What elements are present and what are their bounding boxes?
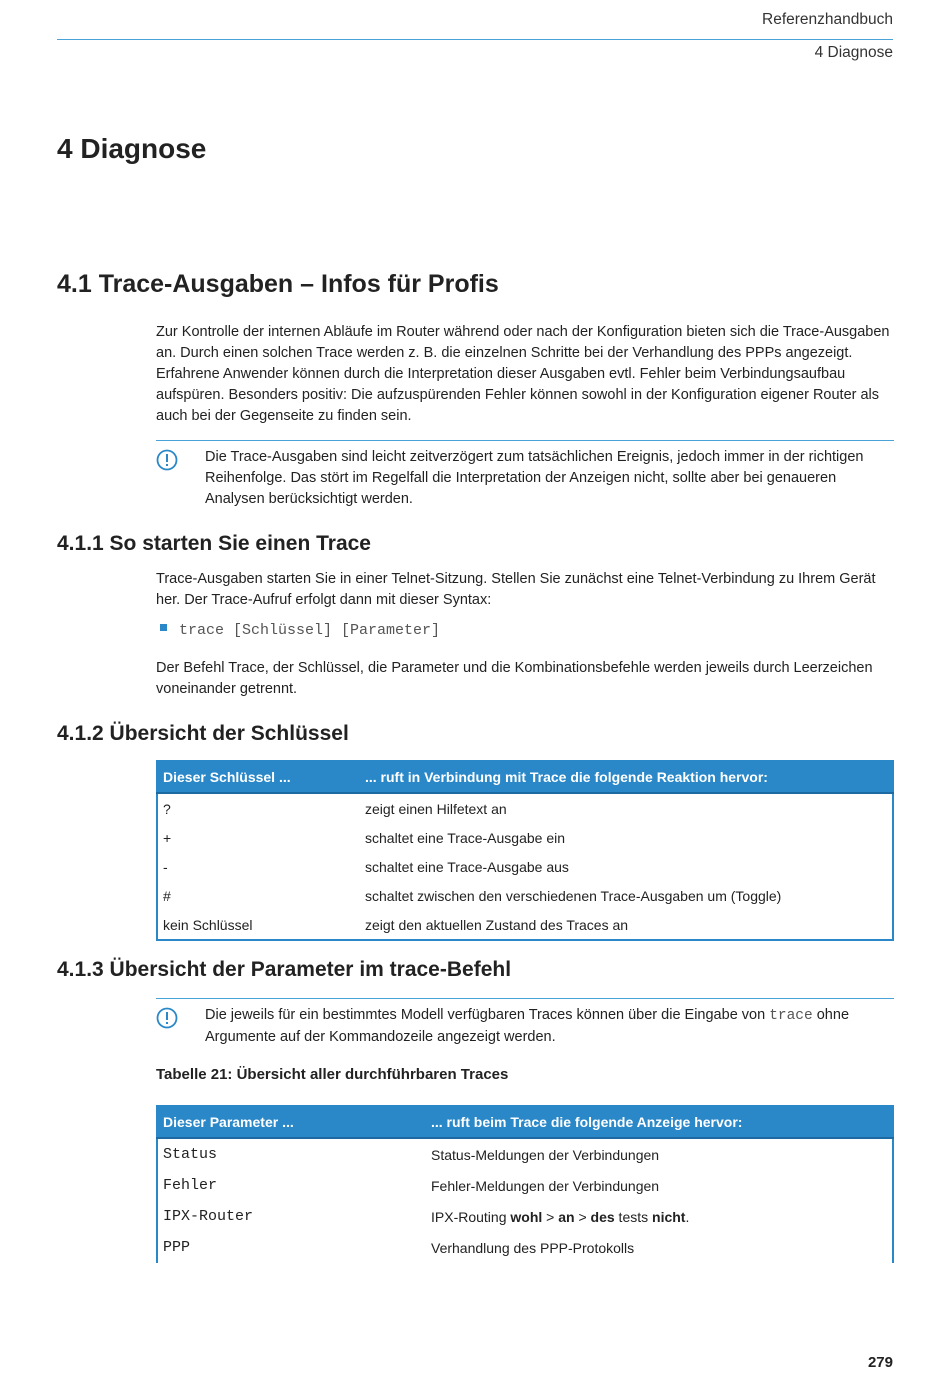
syntax-bullet	[160, 621, 440, 639]
table-row	[157, 881, 893, 910]
table-row	[157, 793, 893, 823]
reaction-cell: schaltet eine Trace-Ausgabe ein	[365, 829, 566, 846]
key-cell: ?	[163, 800, 171, 817]
running-header-book: Referenzhandbuch	[762, 11, 893, 28]
key-cell: -	[163, 858, 168, 875]
section-4-1-1-intro: Trace-Ausgaben starten Sie in einer Telnet-Sitzung. Stellen Sie zunächst eine Telnet-Verbindung zu Ihrem Gerät her. Der Trace-Aufruf erfolgt dann mit dieser Syntax:	[156, 571, 876, 608]
display-cell: Status-Meldungen der Verbindungen	[431, 1146, 660, 1163]
table-row	[157, 1232, 893, 1263]
note-box-available-traces	[156, 998, 894, 1053]
parameters-table	[156, 1105, 894, 1263]
square-bullet-icon	[160, 624, 167, 631]
header-rule	[57, 39, 893, 40]
param-cell: IPX-Router	[163, 1208, 254, 1225]
keys-col-header-key: Dieser Schlüssel ...	[157, 761, 360, 793]
key-cell: kein Schlüssel	[163, 916, 253, 933]
key-cell: #	[163, 887, 171, 904]
note-text-before: Die jeweils für ein bestimmtes Modell verfügbaren Traces können über die Eingabe von	[205, 1007, 770, 1023]
note-text-after: ohne Argumente auf der Kommandozeile angezeigt werden.	[205, 1007, 850, 1045]
desc-text: >	[542, 1208, 559, 1225]
display-cell	[426, 1201, 893, 1232]
chapter-title: 4 Diagnose	[57, 133, 207, 164]
param-cell: PPP	[163, 1239, 191, 1256]
reaction-cell: zeigt den aktuellen Zustand des Traces an	[365, 916, 629, 933]
desc-bold: an	[558, 1208, 575, 1225]
table-row	[157, 823, 893, 852]
reaction-cell: schaltet zwischen den verschiedenen Trace-Ausgaben um (Toggle)	[365, 887, 782, 904]
params-col-header-param: Dieser Parameter ...	[157, 1106, 426, 1138]
desc-text: tests	[614, 1208, 653, 1225]
display-cell: Fehler-Meldungen der Verbindungen	[431, 1177, 660, 1194]
reaction-cell: schaltet eine Trace-Ausgabe aus	[365, 858, 569, 875]
note-text-available-traces	[205, 1005, 895, 1048]
note-box-timing	[156, 440, 894, 513]
display-cell: Verhandlung des PPP-Protokolls	[431, 1239, 635, 1256]
exclamation-circle-icon	[156, 1007, 178, 1029]
params-col-header-display: ... ruft beim Trace die folgende Anzeige hervor:	[426, 1106, 893, 1138]
note-inline-code: trace	[769, 1008, 813, 1024]
table-row	[157, 1170, 893, 1201]
desc-text: IPX-Routing	[431, 1208, 511, 1225]
param-cell: Status	[163, 1146, 218, 1163]
running-header-chapter: 4 Diagnose	[814, 44, 893, 61]
desc-bold: des	[590, 1208, 615, 1225]
keys-col-header-reaction: ... ruft in Verbindung mit Trace die folgende Reaktion hervor:	[360, 761, 893, 793]
desc-text: >	[574, 1208, 591, 1225]
key-cell: +	[163, 829, 172, 846]
section-4-1-intro: Zur Kontrolle der internen Abläufe im Router während oder nach der Konfiguration bieten sich die Trace-Ausgaben an. Durch einen solchen Trace werden z. B. die einzelnen Schritte bei der Verhandlung des PPPs angezeigt. Erfahrene Anwender können durch die Interpretation dieser Ausgaben evtl. Fehler beim Verbindungsaufbau aufspüren. Besonders positiv: Die aufzuspürenden Fehler können sowohl in der Konfiguration eigener Router als auch bei der Gegenseite zu finden sein.	[156, 324, 890, 424]
table-row	[157, 1138, 893, 1170]
params-table-header-row	[157, 1106, 893, 1138]
page-number: 279	[867, 1354, 893, 1371]
reaction-cell: zeigt einen Hilfetext an	[365, 800, 507, 817]
table-row	[157, 852, 893, 881]
keys-table-header-row	[157, 761, 893, 793]
desc-bold: wohl	[510, 1208, 543, 1225]
section-title-4-1: 4.1 Trace-Ausgaben – Infos für Profis	[57, 270, 499, 298]
keys-table	[156, 760, 894, 941]
table-caption: Tabelle 21: Übersicht aller durchführbaren Traces	[156, 1066, 509, 1083]
table-row	[157, 1201, 893, 1232]
section-4-1-1-outro: Der Befehl Trace, der Schlüssel, die Parameter und die Kombinationsbefehle werden jeweils durch Leerzeichen voneinander getrennt.	[156, 660, 873, 697]
desc-text: .	[685, 1208, 690, 1225]
desc-bold: nicht	[652, 1208, 686, 1225]
section-title-4-1-1: 4.1.1 So starten Sie einen Trace	[57, 532, 371, 555]
section-title-4-1-3: 4.1.3 Übersicht der Parameter im trace-Befehl	[57, 958, 512, 981]
note-text-timing: Die Trace-Ausgaben sind leicht zeitverzögert zum tatsächlichen Ereignis, jedoch immer in der richtigen Reihenfolge. Das stört im Regelfall die Interpretation der Anzeigen nicht, sollte aber bei genaueren Analysen berücksichtigt werden.	[205, 449, 864, 507]
section-title-4-1-2: 4.1.2 Übersicht der Schlüssel	[57, 722, 349, 745]
table-row	[157, 910, 893, 940]
trace-syntax: trace [Schlüssel] [Parameter]	[179, 622, 441, 639]
param-cell: Fehler	[163, 1177, 218, 1194]
exclamation-circle-icon	[156, 449, 178, 471]
